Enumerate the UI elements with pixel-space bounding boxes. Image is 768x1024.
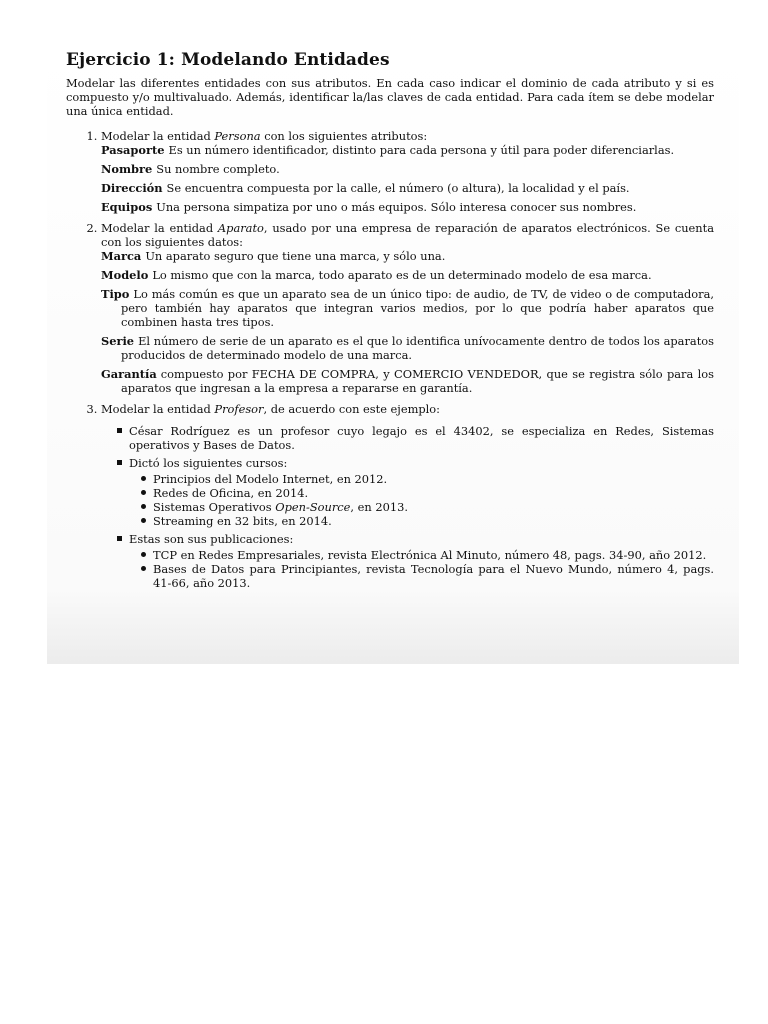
attribute-row: [101, 181, 714, 195]
bullet-text: Dictó los siguientes cursos:: [129, 456, 288, 470]
attribute-name: Tipo: [101, 287, 130, 301]
course-text: Sistemas Operativos: [153, 500, 276, 514]
item-text-before: Modelar la entidad: [101, 221, 218, 235]
entity-name: Persona: [214, 129, 261, 143]
attribute-row: [101, 334, 714, 362]
publication-item: [141, 548, 714, 562]
attribute-row: [101, 268, 714, 282]
course-item: [141, 500, 714, 514]
attribute-row: [101, 200, 714, 214]
bullet-item: [117, 456, 714, 528]
attribute-row: [101, 162, 714, 176]
entity-name: Profesor: [214, 402, 264, 416]
attribute-desc: Un aparato seguro que tiene una marca, y sólo una.: [145, 249, 446, 263]
exercise-item-aparato: [101, 221, 714, 395]
attribute-desc: Lo mismo que con la marca, todo aparato es de un determinado modelo de esa marca.: [152, 268, 652, 282]
attribute-name: Garantía: [101, 367, 157, 381]
attribute-desc: Su nombre completo.: [156, 162, 280, 176]
course-text: Redes de Oficina, en 2014.: [153, 486, 309, 500]
attribute-desc: Es un número identificador, distinto para cada persona y útil para poder diferenciarlas.: [168, 143, 675, 157]
attribute-desc: compuesto por FECHA DE COMPRA, y COMERCIO VENDEDOR, que se registra sólo para los aparatos que ingresan a la empresa a repararse en garantía.: [121, 367, 714, 395]
attribute-list: [101, 249, 714, 395]
course-item: [141, 472, 714, 486]
attribute-name: Marca: [101, 249, 142, 263]
exercise-item-profesor: [101, 402, 714, 590]
attribute-desc: Se encuentra compuesta por la calle, el número (o altura), la localidad y el país.: [166, 181, 630, 195]
attribute-desc: Lo más común es que un aparato sea de un único tipo: de audio, de TV, de video o de computadora, pero también hay aparatos que integran varios medios, por lo que podría haber aparatos que combinen hasta tres tipos.: [121, 287, 714, 329]
attribute-row: [101, 249, 714, 263]
course-item: [141, 514, 714, 528]
item-text-after: , de acuerdo con este ejemplo:: [263, 402, 441, 416]
attribute-row: [101, 143, 714, 157]
course-text: Streaming en 32 bits, en 2014.: [153, 514, 332, 528]
course-item: [141, 486, 714, 500]
publications-list: [141, 548, 714, 590]
item-text-before: Modelar la entidad: [101, 402, 215, 416]
publication-text: TCP en Redes Empresariales, revista Electrónica Al Minuto, número 48, pags. 34-90, año 2012.: [153, 548, 707, 562]
entity-name: Aparato: [217, 221, 264, 235]
exercise-title: Ejercicio 1: Modelando Entidades: [66, 50, 390, 70]
course-text: Principios del Modelo Internet, en 2012.: [153, 472, 388, 486]
example-bullet-list: [117, 424, 714, 590]
item-profesor-text: [101, 402, 714, 416]
course-text-after: , en 2013.: [350, 500, 408, 514]
attribute-row: [101, 287, 714, 329]
item-text-after: con los siguientes atributos:: [260, 129, 428, 143]
attribute-name: Serie: [101, 334, 135, 348]
attribute-list: [101, 143, 714, 214]
item-aparato-text: [101, 221, 714, 249]
bullet-item: [117, 532, 714, 590]
document-page: [47, 44, 739, 664]
attribute-row: [101, 367, 714, 395]
item-text-after: , usado por una empresa de reparación de aparatos electrónicos. Se cuenta con los siguientes datos:: [101, 221, 715, 249]
bullet-text: Estas son sus publicaciones:: [129, 532, 294, 546]
attribute-name: Equipos: [101, 200, 153, 214]
course-text-italic: Open-Source: [275, 500, 351, 514]
attribute-name: Modelo: [101, 268, 149, 282]
attribute-desc: El número de serie de un aparato es el que lo identifica unívocamente dentro de todos los aparatos producidos de determinado modelo de una marca.: [121, 334, 714, 362]
attribute-name: Pasaporte: [101, 143, 165, 157]
courses-list: [141, 472, 714, 528]
item-persona-text: [101, 129, 714, 143]
bullet-text: César Rodríguez es un profesor cuyo legajo es el 43402, se especializa en Redes, Sistemas operativos y Bases de Datos.: [129, 424, 714, 452]
intro-paragraph: Modelar las diferentes entidades con sus atributos. En cada caso indicar el dominio de cada atributo y si es compuesto y/o multivaluado. Además, identificar la/las claves de cada entidad. Para cada ítem se debe modelar una única entidad.: [66, 76, 714, 118]
item-text-before: Modelar la entidad: [101, 129, 215, 143]
attribute-name: Nombre: [101, 162, 153, 176]
exercise-item-persona: [101, 129, 714, 214]
bullet-item: [117, 424, 714, 452]
attribute-desc: Una persona simpatiza por uno o más equipos. Sólo interesa conocer sus nombres.: [156, 200, 637, 214]
publication-text: Bases de Datos para Principiantes, revista Tecnología para el Nuevo Mundo, número 4, pags. 41-66, año 2013.: [153, 562, 714, 590]
publication-item: [141, 562, 714, 590]
attribute-name: Dirección: [101, 181, 163, 195]
exercise-list: [66, 129, 714, 590]
